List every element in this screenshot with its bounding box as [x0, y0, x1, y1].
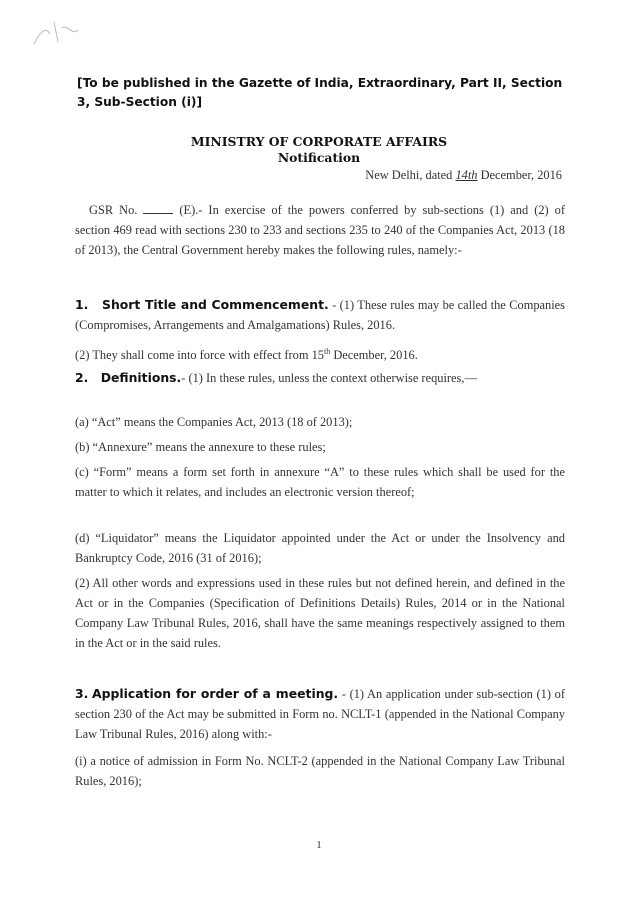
ministry-title: MINISTRY OF CORPORATE AFFAIRS [190, 134, 448, 149]
section-1-para-1 [75, 295, 565, 335]
notification-title: Notification [277, 150, 361, 165]
section-2-number: 2. [75, 370, 89, 385]
gsr-blank [143, 203, 173, 214]
commencement-date: December, 2016. [330, 348, 418, 363]
section-1-number: 1. [75, 297, 89, 312]
commencement-sup: th [324, 347, 331, 356]
date-prefix: New Delhi, dated [365, 168, 453, 182]
section-2-text: - (1) In these rules, unless the context otherwise requires,— [181, 371, 477, 385]
section-1-text: - (1) These rules may be called the Companies (Compromises, Arrangements and Amalgamations) Rules, 2016. [75, 298, 565, 332]
gazette-line-1: [To be published in the Gazette of India, Extraordinary, Part II, Section [77, 76, 563, 90]
section-2-title: Definitions. [100, 370, 182, 385]
intro-text: (E).- In exercise of the powers conferred by sub-sections (1) and (2) of section 469 read with sections 230 to 233 and sections 235 to 240 of the Companies Act, 2013 (18 of 2013), the Central Government hereby makes the following rules, namely:- [75, 203, 565, 257]
section-3-text: - (1) An application under sub-section (1) of section 230 of the Act may be submitted in Form no. NCLT-1 (appended in the National Company Law Tribunal Rules, 2016) along with:- [75, 687, 565, 741]
section-3-para-1 [75, 684, 565, 744]
definition-b: (b) “Annexure” means the annexure to these rules; [75, 440, 326, 454]
definition-a: (a) “Act” means the Companies Act, 2013 (18 of 2013); [75, 415, 353, 429]
handwritten-mark [28, 14, 88, 54]
section-1-para-2 [75, 342, 565, 365]
section-2-para-1 [75, 368, 565, 388]
section-1-title: Short Title and Commencement. [102, 297, 329, 312]
date-line [75, 165, 562, 185]
section-3-title: Application for order of a meeting. [92, 686, 339, 701]
intro-paragraph [75, 200, 565, 260]
commencement-text: (2) They shall come into force with effect from 15 [75, 348, 324, 363]
definitions-clause-2: (2) All other words and expressions used in these rules but not defined herein, and defined in the Act or in the Companies (Specification of Definitions Details) Rules, 2014 or in the National Company Law Tribunal Rules, 2016, shall have the same meanings respectively assigned to them in the Act or in the said rules. [75, 576, 565, 650]
definition-c: (c) “Form” means a form set forth in annexure “A” to these rules which shall be used for the matter to which it relates, and includes an electronic version thereof; [75, 465, 565, 499]
date-suffix: December, 2016 [480, 168, 562, 182]
section-3-number: 3. [75, 686, 89, 701]
gazette-line-2: 3, Sub-Section (i)] [77, 95, 203, 109]
definition-d: (d) “Liquidator” means the Liquidator appointed under the Act or under the Insolvency and Bankruptcy Code, 2016 (31 of 2016); [75, 531, 565, 565]
page-number: 1 [316, 839, 322, 851]
section-3-item-i: (i) a notice of admission in Form No. NCLT-2 (appended in the National Company Law Tribunal Rules, 2016); [75, 754, 565, 788]
date-day: 14th [455, 168, 478, 182]
gazette-header [77, 74, 567, 112]
gsr-label: GSR No. [89, 203, 138, 217]
